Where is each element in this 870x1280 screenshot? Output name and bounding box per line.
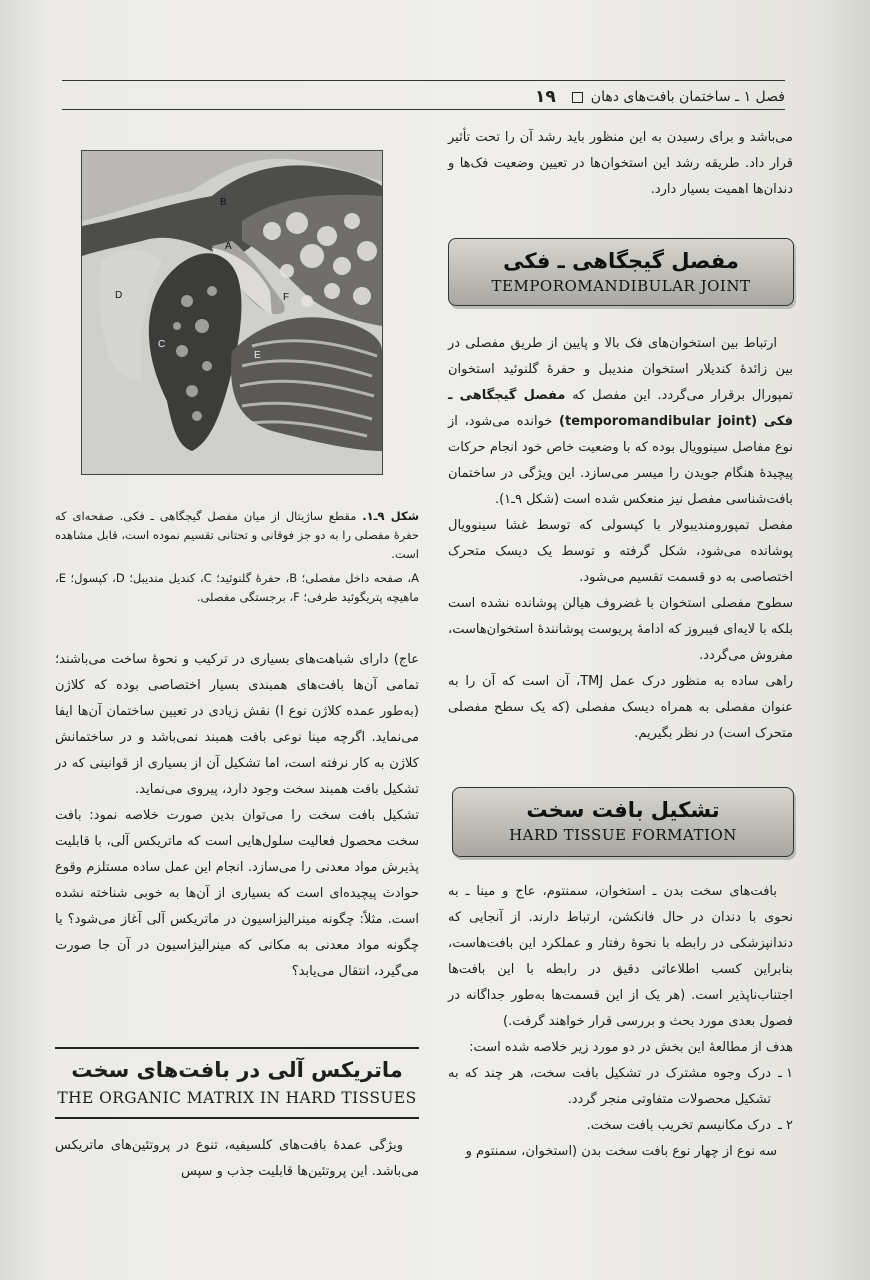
section-title-en: HARD TISSUE FORMATION [509,826,737,844]
list-item [448,1061,793,1113]
hard-tissue-paragraph-1: بافت‌های سخت بدن ـ استخوان، سمنتوم، عاج و مینا ـ به نحوی با دندان در حال فانکشن، ارتباط دارند. از آنجایی که دندانپزشکی در رابطه با نحوهٔ رفتار و عملکرد این بافت‌هاست، بنابراین کسب اطلاعاتی دقیق در رابطه با این بافت‌ها اجتناب‌ناپذیر است. (هر یک از این قسمت‌ها به‌طور جداگانه در فصول بعدی مورد بحث و بررسی قرار خواهند گرفت.) [448,884,793,1029]
section-title-fa: مفصل گیجگاهی ـ فکی [503,249,739,273]
left-paragraph-2: تشکیل بافت سخت را می‌توان بدین صورت خلاصه نمود: بافت سخت محصول فعالیت سلول‌هایی است که ماتریکس آلی، با قابلیت پذیرش مواد معدنی را می‌سازد. انجام این عمل ساده مستلزم وقوع حوادث پیچیده‌ای است که بسیاری از آن‌ها به خوبی شناخته نشده است. مثلاً: چگونه مینرالیزاسیون در ماتریکس آلی آغاز می‌شود؟ یا چگونه مواد معدنی به مکانی که مینرالیزاسیون در آن جا صورت می‌گیرد، انتقال می‌یابد؟ [55,808,419,979]
heading-rule-top [55,1047,419,1049]
section-heading-tmj [448,238,794,306]
section-heading-hard-tissue [452,787,794,857]
list-item-number: ۲ ـ [778,1118,793,1133]
tmj-paragraph-3: سطوح مفصلی استخوان با غضروف هیالن پوشانده نشده است بلکه با لایه‌ای فیبروز که ادامهٔ پریوست پوشانندهٔ استخوان‌هاست، مفروش می‌گردد. [448,596,793,663]
page-number: ۱۹ [535,87,556,107]
organic-matrix-paragraph: ویژگی عمدهٔ بافت‌های کلسیفیه، تنوع در پروتئین‌های ماتریکس می‌باشد. این پروتئین‌ها قابلیت جذب و سپس [55,1138,419,1179]
figure-label-b: B [220,197,227,208]
section-title-en: THE ORGANIC MATRIX IN HARD TISSUES [57,1089,417,1107]
header-rule-bottom [62,109,785,110]
figure-caption [55,507,419,564]
left-paragraph-1: عاج) دارای شباهت‌های بسیاری در ترکیب و نحوهٔ ساخت می‌باشند؛ تمامی آن‌ها بافت‌های همبندی بسیار اختصاصی بوده که کلاژن (به‌طور عمده کلاژن نوع I) نقش زیادی در تعیین ساختمان آن‌ها ایفا می‌نماید. اگرچه مینا نوعی بافت همبند نمی‌باشد و در ساختمانش کلاژن به کار نرفته است، اما تشکیل آن از بسیاری از قوانینی که در تشکیل بافت همبند سخت وجود دارد، پیروی می‌نماید. [55,652,419,797]
intro-text: می‌باشد و برای رسیدن به این منظور باید رشد آن را تحت تأثیر قرار داد. طریقه رشد این استخوان‌ها در تعیین وضعیت فک‌ها و دندان‌ها اهمیت بسیار دارد. [448,130,793,197]
figure-caption-title: شکل ۹ـ۱. [362,509,419,523]
tmj-body [448,331,793,747]
section-title-fa: ماتریکس آلی در بافت‌های سخت [71,1058,403,1082]
figure-label-a: A [225,241,232,252]
tmj-p1-part-a: ارتباط بین استخوان‌های فک بالا و پایین از طریق مفصلی در بین زائدهٔ کندیلار استخوان مندیبل و حفرهٔ گلنوئید استخوان تمپورال برقرار می‌گردد. این مفصل که [448,336,793,403]
section-title-fa: تشکیل بافت سخت [526,798,720,822]
figure-label-e: E [254,350,261,361]
chapter-title: فصل ۱ ـ ساختمان بافت‌های دهان [590,89,785,105]
figure-label-f: F [283,292,290,303]
hard-tissue-paragraph-2: هدف از مطالعهٔ این بخش در دو مورد زیر خلاصه شده است: [469,1040,793,1055]
figure-caption-text: مقطع ساژیتال از میان مفصل گیجگاهی ـ فکی. صفحه‌ای که حفرهٔ مفصلی را به دو جز فوقانی و تحتانی تقسیم نموده است، قابل مشاهده است. [55,509,419,561]
running-header [70,86,785,108]
list-item-number: ۱ ـ [778,1066,793,1081]
hard-tissue-body [448,879,793,1165]
heading-rule-bottom [55,1117,419,1119]
tmj-histology-figure [81,150,383,475]
tmj-paragraph-4: راهی ساده به منظور درک عمل TMJ، آن است که آن را به عنوان مفصلی به همراه دیسک مفصلی (که یک سطح مفصلی متحرک است) در نظر بگیریم. [448,674,793,741]
hard-tissue-paragraph-3: سه نوع از چهار نوع بافت سخت بدن (استخوان، سمنتوم و [465,1144,777,1159]
left-body [55,647,419,985]
page-edge-shadow [810,0,870,1280]
section-title-en: TEMPOROMANDIBULAR JOINT [491,277,751,295]
figure-label-c: C [158,339,166,350]
intro-paragraph [448,125,793,203]
list-item-text: درک مکانیسم تخریب بافت سخت. [586,1118,771,1133]
list-item-text: درک وجوه مشترک در تشکیل بافت سخت، هر چند که به تشکیل محصولات متفاوتی منجر گردد. [448,1066,771,1107]
figure-legend: A، صفحه داخل مفصلی؛ B، حفرهٔ گلنوئید؛ C، کندیل مندیبل؛ D، کپسول؛ E، ماهیچه پتریگوئید طرفی؛ F، برجستگی مفصلی. [55,571,420,604]
figure-label-d: D [115,290,123,301]
tmj-p1-english-term: (temporomandibular joint) [559,414,758,429]
tmj-paragraph-1 [448,331,793,513]
tmj-paragraph-2: مفصل تمپورومندیبولار با کپسولی که توسط غشا سینوویال پوشانده می‌شود، شکل گرفته و توسط یک دیسک متحرک اختصاصی به دو قسمت تقسیم می‌شود. [448,518,793,585]
square-bullet-icon [572,92,583,103]
tmj-p1-part-b: خوانده می‌شود، از نوع مفاصل سینوویال بوده که با وضعیت خاص خود انجام حرکات پیچیدهٔ هنگام جویدن را میسر می‌سازد. این ویژگی در ساختمان بافت‌شناسی مفصل نیز منعکس شده است (شکل ۹ـ۱). [448,414,793,507]
tmj-p1-bold-term: مفصل گیجگاهی ـ فکی [448,388,793,429]
histology-image [82,151,382,474]
list-item [448,1113,793,1139]
header-rule-top [62,80,785,81]
